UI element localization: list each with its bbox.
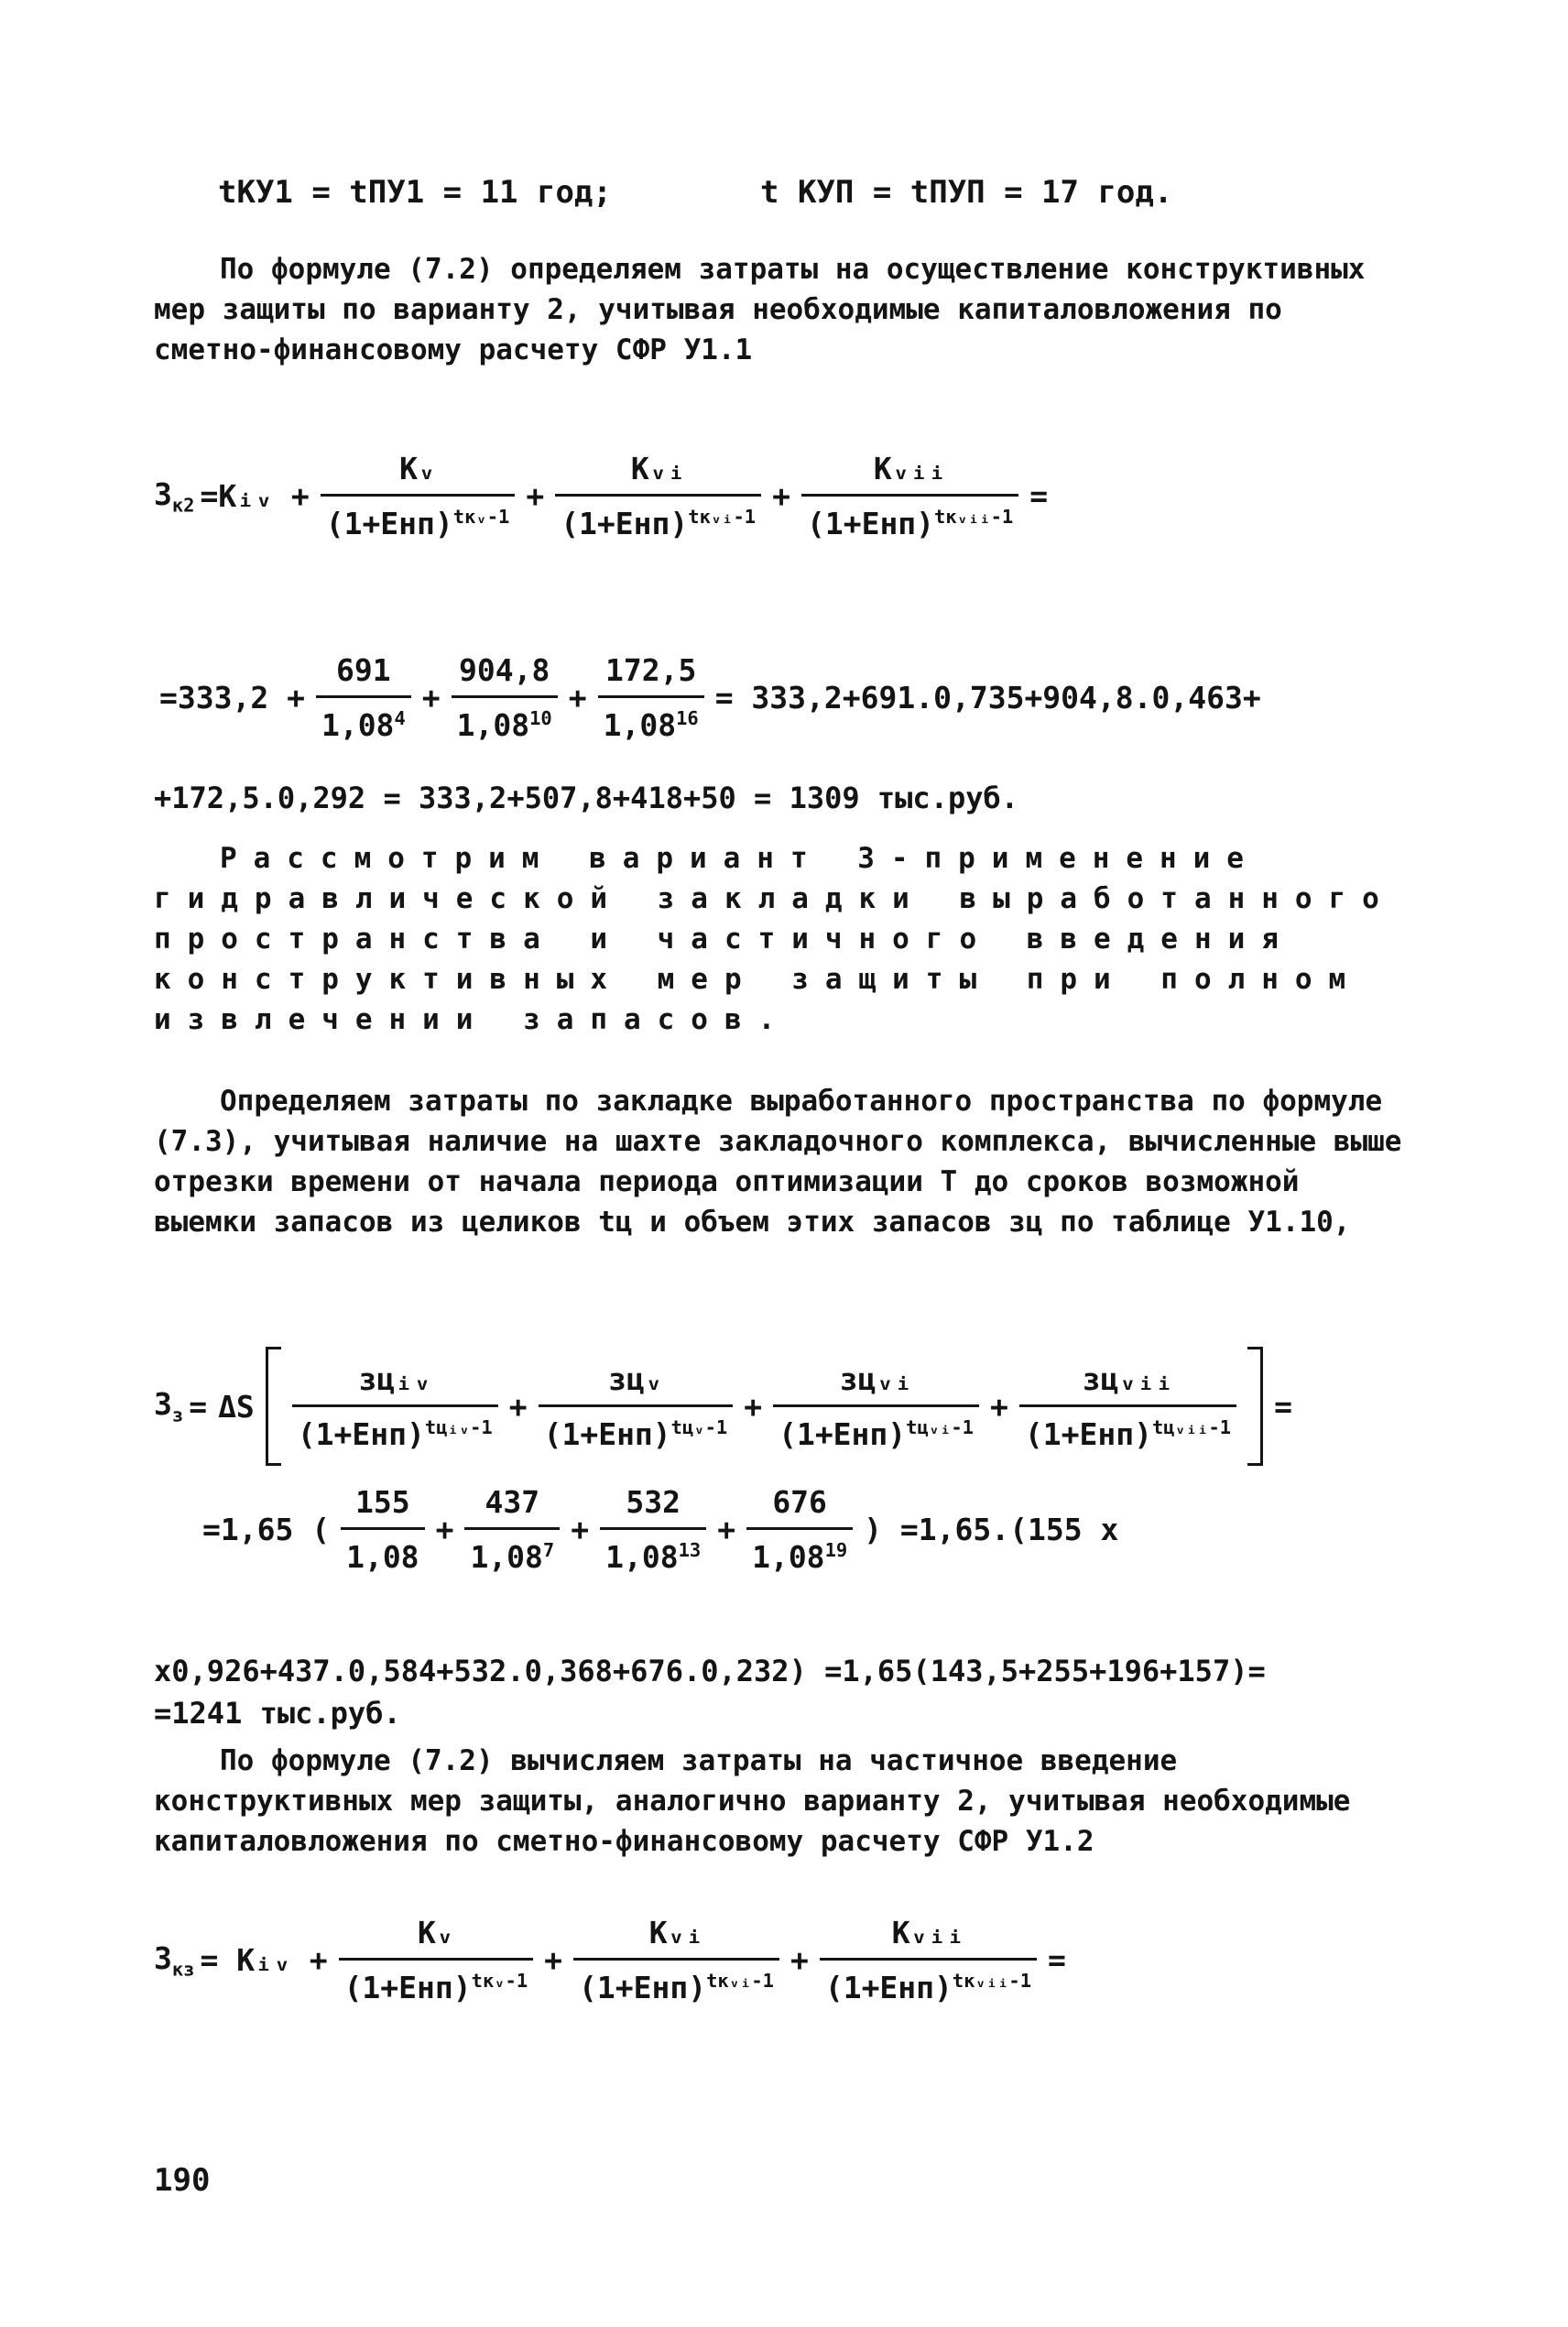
formula-zk3: $З_{кз}$ = Kᵢᵥ + $\frac{\text{Kᵥ}}{(1+Eнп)^{tкᵥ-1}}$ + $\frac{\text{Kᵥᵢ}}{(1+Eнп)^{tкᵥᵢ-1}}$ + $\frac{\text{Kᵥᵢᵢ}}{(1+Eнп)^{tкᵥᵢᵢ-1}}$ =	[154, 1915, 1066, 2005]
paragraph-4: По формуле (7.2) вычисляем затраты на частичное введение конструктивных мер защиты, аналогично варианту 2, учитывая необходимые капиталовложения по сметно-финансовому расчету СФР У1.2	[154, 1744, 1351, 1858]
fraction: $\frac{\text{зцᵥ}}{(1+Eнп)^{tцᵥ-1}}$	[539, 1361, 734, 1452]
fraction: $\frac{\text{Kᵥᵢᵢ}}{(1+Eнп)^{tкᵥᵢᵢ-1}}$	[820, 1915, 1037, 2005]
right-bracket	[1247, 1347, 1263, 1466]
formula-zk2: $З_{к2}$ =Kᵢᵥ + $\frac{\text{Kᵥ}}{(1+Eнп)^{tкᵥ-1}}$ + $\frac{\text{Kᵥᵢ}}{(1+Eнп)^{tкᵥᵢ-1}}$ + $\frac{\text{Kᵥᵢᵢ}}{(1+Eнп)^{tкᵥᵢᵢ-1}}$ =	[154, 451, 1049, 541]
fraction: $\frac{\text{Kᵥ}}{(1+Eнп)^{tкᵥ-1}}$	[321, 451, 516, 541]
formula-zz-numeric: =1,65 ( $\frac{155}{1,08}$ + $\frac{437}{1,08^7}$ + $\frac{532}{1,08^{13}}$ + $\frac{676}{1,08^{19}}$ ) =1,65.(155 x	[202, 1484, 1119, 1575]
fraction: $\frac{\text{зцᵥᵢ}}{(1+Eнп)^{tцᵥᵢ-1}}$	[773, 1361, 979, 1452]
formula-lhs: $З_з$	[154, 1386, 184, 1426]
fraction: $\frac{532}{1,08^{13}}$	[600, 1484, 706, 1575]
time-values-left: tКУ1 = tПУ1 = 11 год;	[218, 174, 612, 211]
fraction: $\frac{172,5}{1,08^{16}}$	[598, 652, 704, 743]
paragraph-2: Рассмотрим вариант 3-применение гидравлической закладки выработанного пространства и частичного введения конструктивных мер защиты при полном извлечении запасов.	[154, 842, 1396, 1036]
formula-zz: $З_з$ = ΔS $\frac{\text{зцᵢᵥ}}{(1+Eнп)^{tцᵢᵥ-1}}$ + $\frac{\text{зцᵥ}}{(1+Eнп)^{tцᵥ-1}}$ + $\frac{\text{зцᵥᵢ}}{(1+Eнп)^{tцᵥᵢ-1}}$ + $\frac{\text{зцᵥᵢᵢ}}{(1+Eнп)^{tцᵥᵢᵢ-1}}$ =	[154, 1347, 1298, 1466]
fraction: $\frac{155}{1,08}$	[341, 1484, 424, 1575]
formula-lhs: $З_{к2}$	[154, 475, 195, 517]
paragraph-3: Определяем затраты по закладке выработанного пространства по формуле (7.3), учитывая наличие на шахте закладочного комплекса, вычисленные выше отрезки времени от начала периода оптимизации Т до сроков возможной выемки запасов из целиков tц и объем этих запасов зц по таблице У1.10,	[154, 1085, 1402, 1239]
page-number: 190	[154, 2162, 211, 2199]
formula-first-term: =Kᵢᵥ +	[200, 478, 310, 514]
fraction: $\frac{\text{Kᵥ}}{(1+Eнп)^{tкᵥ-1}}$	[339, 1915, 534, 2005]
formula-zz-cont: x0,926+437.0,584+532.0,368+676.0,232) =1,65(143,5+255+196+157)=	[154, 1654, 1266, 1688]
formula-lhs: $З_{кз}$	[154, 1939, 195, 1981]
fraction: $\frac{\text{Kᵥᵢ}}{(1+Eнп)^{tкᵥᵢ-1}}$	[555, 451, 761, 541]
fraction: $\frac{\text{Kᵥᵢᵢ}}{(1+Eнп)^{tкᵥᵢᵢ-1}}$	[801, 451, 1018, 541]
time-values-right: t КУП = tПУП = 17 год.	[760, 174, 1173, 211]
paragraph-1: По формуле (7.2) определяем затраты на осуществление конструктивных мер защиты по варианту 2, учитывая необходимые капиталовложения по сметно-финансовому расчету СФР У1.1	[154, 253, 1366, 366]
left-bracket	[266, 1347, 281, 1466]
formula-zk2-numeric: =333,2 + $\frac{691}{1,08^4}$ + $\frac{904,8}{1,08^{10}}$ + $\frac{172,5}{1,08^{16}}$ = 333,2+691.0,735+904,8.0,463+	[159, 652, 1261, 743]
formula-zk2-result: +172,5.0,292 = 333,2+507,8+418+50 = 1309 тыс.руб.	[154, 781, 1019, 815]
fraction: $\frac{904,8}{1,08^{10}}$	[452, 652, 558, 743]
formula-zz-result: =1241 тыс.руб.	[154, 1696, 401, 1731]
fraction: $\frac{437}{1,08^7}$	[464, 1484, 560, 1575]
fraction: $\frac{\text{зцᵢᵥ}}{(1+Eнп)^{tцᵢᵥ-1}}$	[292, 1361, 498, 1452]
fraction: $\frac{\text{Kᵥᵢ}}{(1+Eнп)^{tкᵥᵢ-1}}$	[573, 1915, 779, 2005]
fraction: $\frac{691}{1,08^4}$	[316, 652, 411, 743]
fraction: $\frac{\text{зцᵥᵢᵢ}}{(1+Eнп)^{tцᵥᵢᵢ-1}}$	[1019, 1361, 1236, 1452]
fraction: $\frac{676}{1,08^{19}}$	[746, 1484, 853, 1575]
